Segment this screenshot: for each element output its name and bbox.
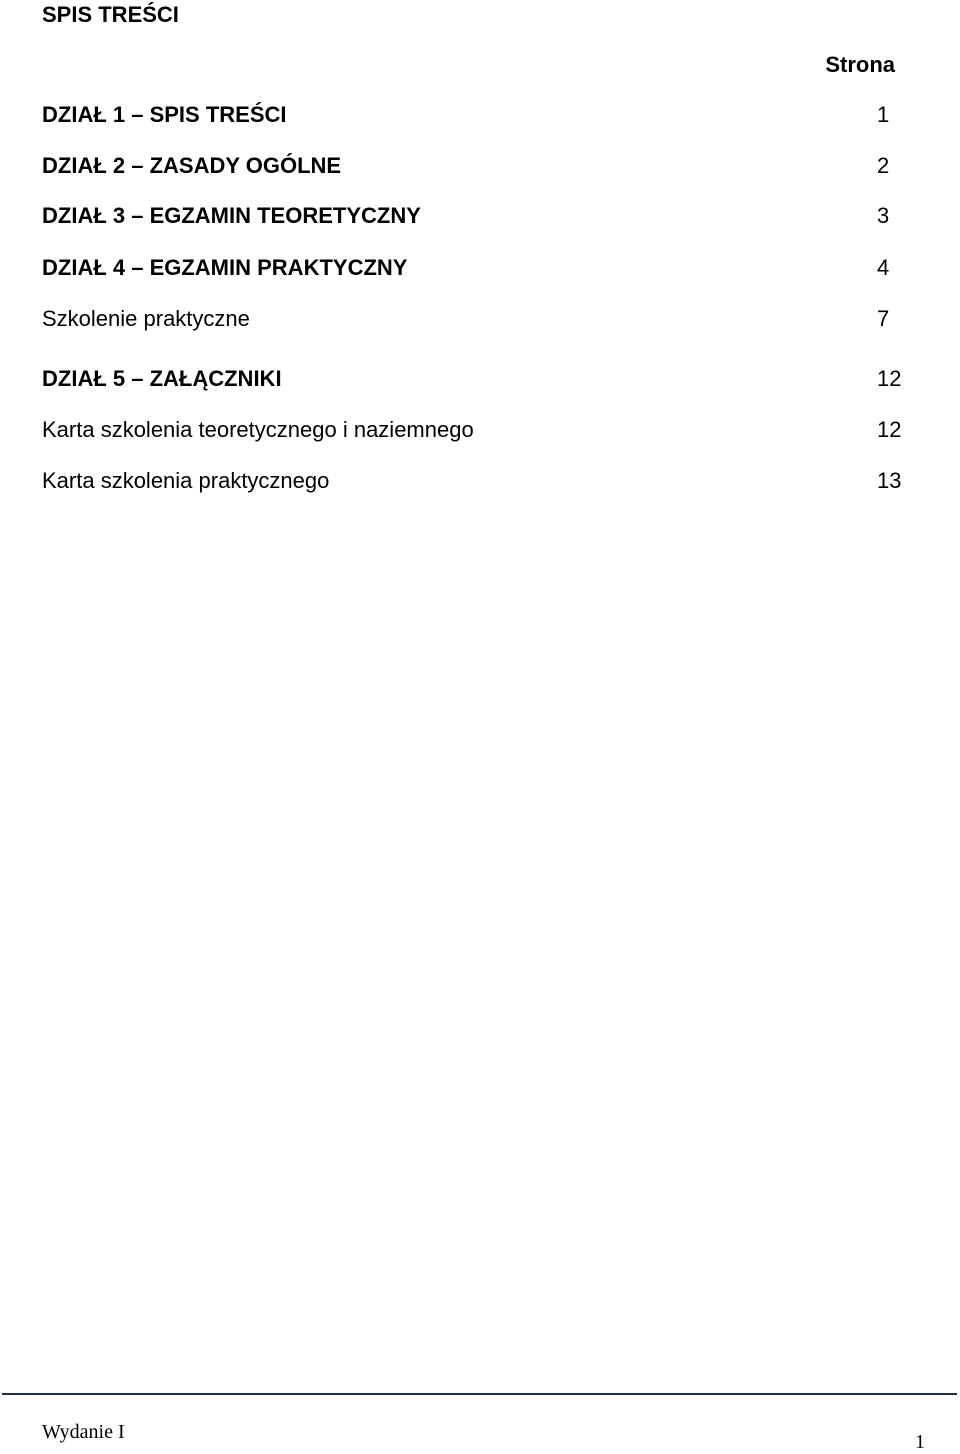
page-title: SPIS TREŚCI bbox=[42, 2, 179, 27]
toc-entry-label: DZIAŁ 1 – SPIS TREŚCI bbox=[42, 102, 287, 127]
toc-entry-dzial-1 bbox=[42, 102, 890, 128]
toc-entry-dzial-4 bbox=[42, 255, 890, 281]
toc-entry-dzial-2 bbox=[42, 153, 890, 179]
toc-entry-label: DZIAŁ 5 – ZAŁĄCZNIKI bbox=[42, 366, 282, 391]
toc-entry-page: 4 bbox=[877, 255, 890, 280]
toc-entry-label: DZIAŁ 3 – EGZAMIN TEORETYCZNY bbox=[42, 203, 421, 228]
toc-entry-page: 13 bbox=[877, 468, 902, 493]
footer-page-number: 1 bbox=[915, 1431, 925, 1453]
toc-entry-label: Karta szkolenia teoretycznego i naziemnego bbox=[42, 417, 474, 442]
toc-entry-dzial-5 bbox=[42, 366, 902, 392]
toc-entry-label: DZIAŁ 2 – ZASADY OGÓLNE bbox=[42, 153, 342, 178]
toc-entry-page: 2 bbox=[877, 153, 890, 178]
footer-divider bbox=[2, 1393, 957, 1395]
toc-entry-page: 1 bbox=[877, 102, 890, 127]
toc-entry-karta-praktyczna bbox=[42, 468, 902, 494]
toc-entry-label: DZIAŁ 4 – EGZAMIN PRAKTYCZNY bbox=[42, 255, 408, 280]
toc-entry-page: 3 bbox=[877, 203, 890, 228]
toc-entry-page: 7 bbox=[877, 306, 890, 331]
toc-entry-dzial-3 bbox=[42, 203, 890, 229]
toc-entry-karta-teoretyczna bbox=[42, 417, 902, 443]
toc-entry-label: Szkolenie praktyczne bbox=[42, 306, 250, 331]
toc-entry-label: Karta szkolenia praktycznego bbox=[42, 468, 330, 493]
footer-edition: Wydanie I bbox=[42, 1421, 125, 1443]
page-column-header: Strona bbox=[825, 52, 895, 77]
toc-entry-page: 12 bbox=[877, 417, 902, 442]
toc-entry-page: 12 bbox=[877, 366, 902, 391]
toc-entry-szkolenie-praktyczne bbox=[42, 306, 890, 332]
